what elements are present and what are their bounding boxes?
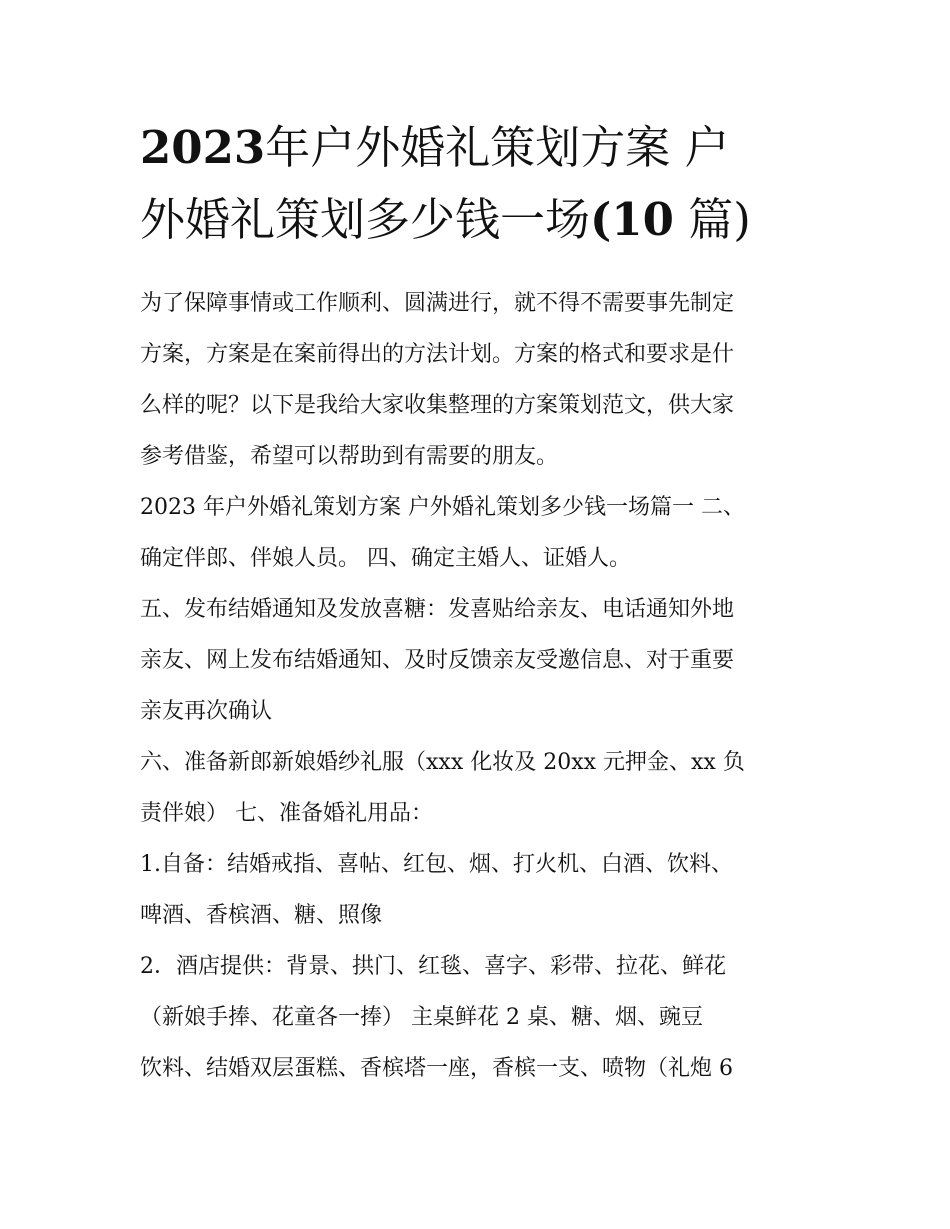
title-year: 2023 (140, 121, 266, 174)
text-line: 方案，方案是在案前得出的方法计划。方案的格式和要求是什 (140, 342, 735, 367)
text-line: 参考借鉴，希望可以帮助到有需要的朋友。 (140, 444, 559, 469)
text-line: 五、发布结婚通知及发放喜糖：发喜贴给亲友、电话通知外地 (140, 597, 735, 622)
document-body (140, 278, 820, 1094)
title-count: (10 (590, 193, 674, 246)
text-line: 为了保障事情或工作顺利、圆满进行，就不得不需要事先制定 (140, 291, 735, 316)
paragraph-hotel-provided (140, 941, 820, 1094)
text-line: 啤酒、香槟酒、糖、照像 (140, 903, 383, 928)
title-line-2-text: 外婚礼策划多少钱一场 (140, 193, 591, 246)
text-line: 饮料、结婚双层蛋糕、香槟塔一座，香槟一支、喷物（礼炮 6 (140, 1056, 733, 1081)
paragraph-item-five (140, 584, 820, 737)
text-line: 六、准备新郎新娘婚纱礼服（xxx 化妆及 20xx 元押金、xx 负 (140, 750, 745, 775)
paragraph-intro (140, 278, 820, 482)
paragraph-item-six (140, 737, 820, 839)
paragraph-section-one (140, 482, 820, 584)
text-line: 2．酒店提供：背景、拱门、红毯、喜字、彩带、拉花、鲜花 (140, 954, 726, 979)
text-line: 1.自备：结婚戒指、喜帖、红包、烟、打火机、白酒、饮料、 (140, 852, 733, 877)
document-title (140, 112, 840, 256)
title-line-2-tail: 篇) (688, 193, 751, 246)
text-line: 亲友、网上发布结婚通知、及时反馈亲友受邀信息、对于重要 (140, 648, 735, 673)
title-line-2 (140, 184, 840, 256)
text-line: （新娘手捧、花童各一捧） 主桌鲜花 2 桌、糖、烟、豌豆 (140, 1005, 703, 1030)
text-line: 么样的呢？以下是我给大家收集整理的方案策划范文，供大家 (140, 393, 735, 418)
text-line: 2023 年户外婚礼策划方案 户外婚礼策划多少钱一场篇一 二、 (140, 495, 745, 520)
text-line: 确定伴郎、伴娘人员。 四、确定主婚人、证婚人。 (140, 546, 631, 571)
text-line: 亲友再次确认 (140, 699, 273, 724)
paragraph-self-prepared (140, 839, 820, 941)
text-line: 责伴娘） 七、准备婚礼用品： (140, 801, 433, 826)
title-line-1-text: 年户外婚礼策划方案 户 (265, 121, 730, 174)
title-line-1 (140, 112, 840, 184)
